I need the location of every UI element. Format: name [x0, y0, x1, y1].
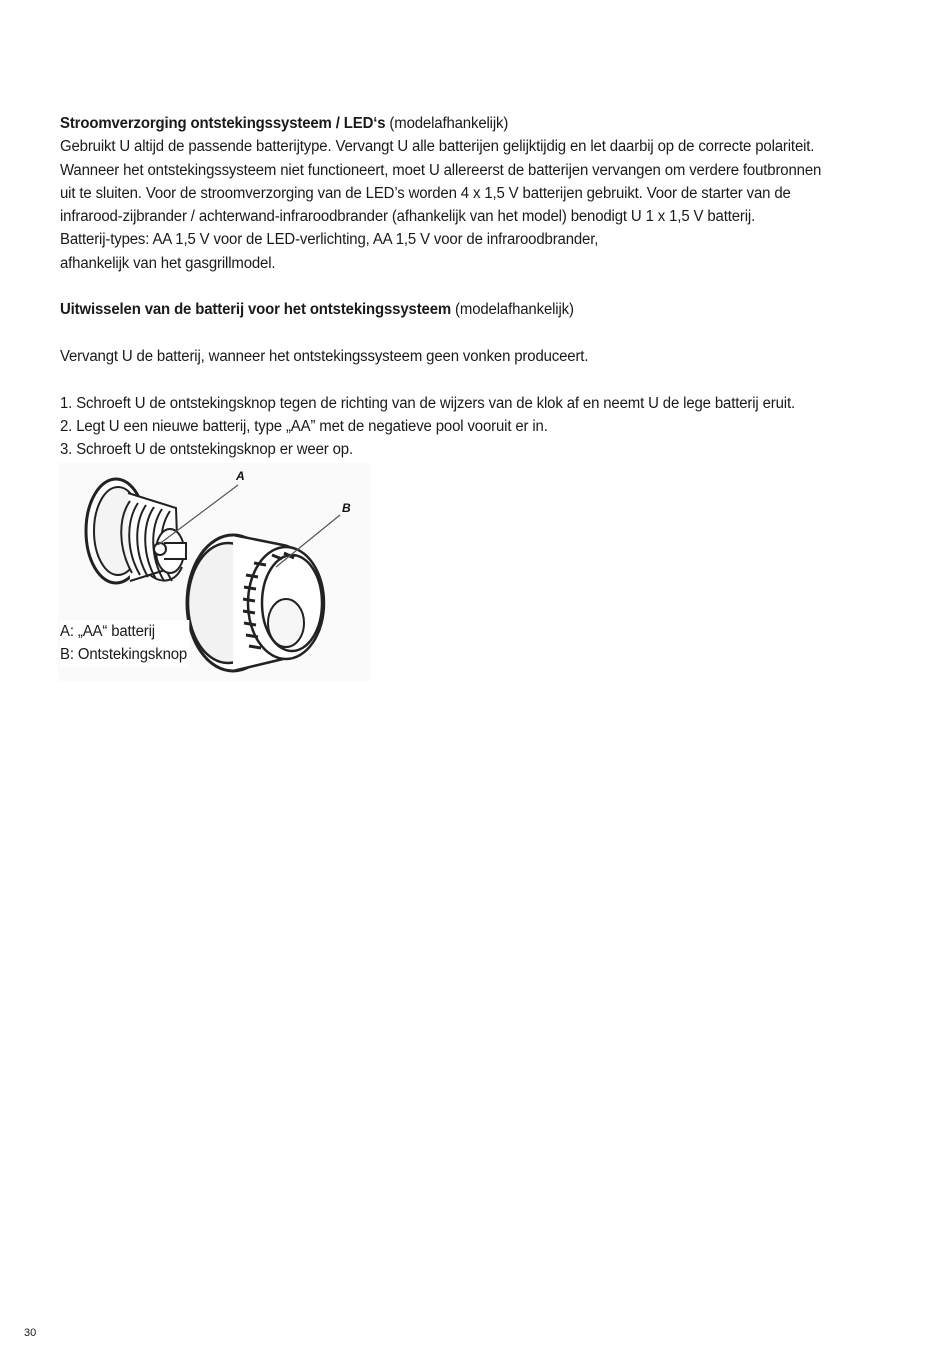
section1-line: uit te sluiten. Voor de stroomverzorging van de LED’s worden 4 x 1,5 V batterijen gebruikt. Voor de starter van de	[60, 184, 791, 202]
section2-intro: Vervangt U de batterij, wanneer het ontstekingssysteem geen vonken produceert.	[60, 347, 589, 365]
section1-line: Gebruikt U altijd de passende batterijtype. Vervangt U alle batterijen gelijktijdig en let daarbij op de correcte polariteit.	[60, 138, 815, 156]
step-item: 3. Schroeft U de ontstekingsknop er weer op.	[60, 441, 353, 459]
caption-b: B: Ontstekingsknop	[60, 646, 188, 664]
section1-heading	[60, 112, 890, 135]
section2-heading-note: (modelafhankelijk)	[451, 301, 574, 319]
section1-line: afhankelijk van het gasgrillmodel.	[60, 254, 276, 272]
section2-heading	[60, 298, 890, 321]
section1-line: Batterij-types: AA 1,5 V voor de LED-verlichting, AA 1,5 V voor de infraroodbrander,	[60, 231, 599, 249]
section1-line: infrarood-zijbrander / achterwand-infraroodbrander (afhankelijk van het model) benodigt U 1 x 1,5 V batterij.	[60, 208, 756, 226]
figure-caption	[60, 620, 189, 667]
caption-a: A: „AA“ batterij	[60, 623, 155, 640]
step-item: 1. Schroeft U de ontstekingsknop tegen de richting van de wijzers van de klok af en neemt U de lege batterij eruit.	[60, 394, 795, 412]
page-number: 30	[24, 1327, 37, 1339]
label-a: A	[236, 469, 245, 483]
ignition-knob	[187, 535, 324, 671]
section1-heading-bold: Stroomverzorging ontstekingssysteem / LED‘s	[60, 115, 386, 132]
section1-line: Wanneer het ontstekingssysteem niet functioneert, moet U allereerst de batterijen vervangen om verdere foutbronnen	[60, 161, 822, 179]
section1-heading-note: (modelafhankelijk)	[385, 115, 509, 132]
step-item: 2. Legt U een nieuwe batterij, type „AA” met de negatieve pool vooruit er in.	[60, 417, 548, 435]
instruction-text	[60, 112, 890, 461]
section2-heading-bold: Uitwisselen van de batterij voor het ontstekingssysteem	[60, 301, 452, 319]
label-b: B	[342, 501, 351, 515]
